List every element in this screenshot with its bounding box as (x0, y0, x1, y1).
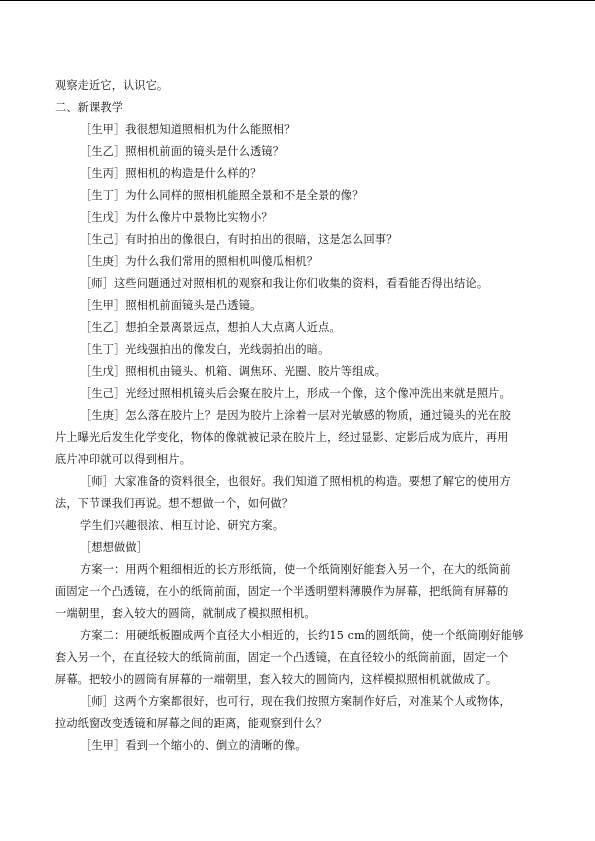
dialogue-line: ［生乙］想拍全景离景远点，想拍人大点离人近点。 (80, 321, 341, 334)
text-line: 学生们兴趣很浓、相互讨论、研究方案。 (80, 519, 285, 532)
subsection-heading: ［想想做做］ (80, 541, 149, 554)
dialogue-line: ［生甲］看到一个缩小的、倒立的清晰的像。 (80, 739, 307, 752)
text-line: 屏幕。把较小的圆筒有屏幕的一端朝里，套入较大的圆筒内，这样模拟照相机就做成了。 (55, 673, 498, 686)
section-heading: 二、新课教学 (55, 101, 124, 114)
plan-line: 方案一：用两个粗细相近的长方形纸筒，使一个纸筒刚好能套入另一个，在大的纸筒前 (80, 563, 511, 576)
dialogue-line: ［生戊］照相机由镜头、机箱、调焦环、光圈、胶片等组成。 (80, 365, 387, 378)
dialogue-line: ［生丙］照相机的构造是什么样的？ (80, 167, 262, 180)
text-line: 法，下节课我们再说。想不想做一个，如何做？ (55, 497, 294, 510)
text-line: 套入另一个，在直径较大的纸筒前面，固定一个凸透镜，在直径较小的纸筒前面，固定一个 (55, 651, 509, 664)
text-line: 拉动纸窗改变透镜和屏幕之间的距离，能观察到什么？ (55, 717, 328, 730)
dialogue-line: ［生戊］为什么像片中景物比实物小？ (80, 211, 273, 224)
plan-line: 方案二：用硬纸板圈成两个直径大小相近的，长约15 cm的圆纸筒，使一个纸筒刚好能够 (80, 629, 524, 642)
dialogue-line: ［生庚］怎么落在胶片上？是因为胶片上涂着一层对光敏感的物质，通过镜头的光在胶 (80, 409, 511, 422)
dialogue-line: ［师］大家准备的资料很全，也很好。我们知道了照相机的构造。要想了解它的使用方 (80, 475, 511, 488)
dialogue-line: ［生甲］我很想知道照相机为什么能照相？ (80, 123, 296, 136)
text-line: 观察走近它，认识它。 (55, 79, 169, 92)
dialogue-line: ［生丁］光线强拍出的像发白，光线弱拍出的暗。 (80, 343, 330, 356)
dialogue-line: ［生乙］照相机前面的镜头是什么透镜？ (80, 145, 285, 158)
dialogue-line: ［师］这些问题通过对照相机的观察和我让你们收集的资料，看看能否得出结论。 (80, 277, 489, 290)
dialogue-line: ［生甲］照相机前面镜头是凸透镜。 (80, 299, 262, 312)
text-line: 底片冲印就可以得到相片。 (55, 453, 192, 466)
dialogue-line: ［生庚］为什么我们常用的照相机叫傻瓜相机？ (80, 255, 319, 268)
dialogue-line: ［师］这两个方案都很好，也可行，现在我们按照方案制作好后，对准某个人或物体， (80, 695, 511, 708)
text-line: 一端朝里，套入较大的圆筒，就制成了模拟照相机。 (55, 607, 316, 620)
dialogue-line: ［生己］有时拍出的像很白，有时拍出的很暗，这是怎么回事？ (80, 233, 398, 246)
text-line: 片上曝光后发生化学变化，物体的像就被记录在胶片上，经过显影、定影后成为底片，再用 (55, 431, 509, 444)
text-line: 面固定一个凸透镜，在小的纸筒前面，固定一个半透明塑料薄膜作为屏幕，把纸筒有屏幕的 (55, 585, 509, 598)
dialogue-line: ［生丁］为什么同样的照相机能照全景和不是全景的像？ (80, 189, 364, 202)
dialogue-line: ［生己］光经过照相机镜头后会聚在胶片上，形成一个像，这个像冲洗出来就是照片。 (80, 387, 511, 400)
